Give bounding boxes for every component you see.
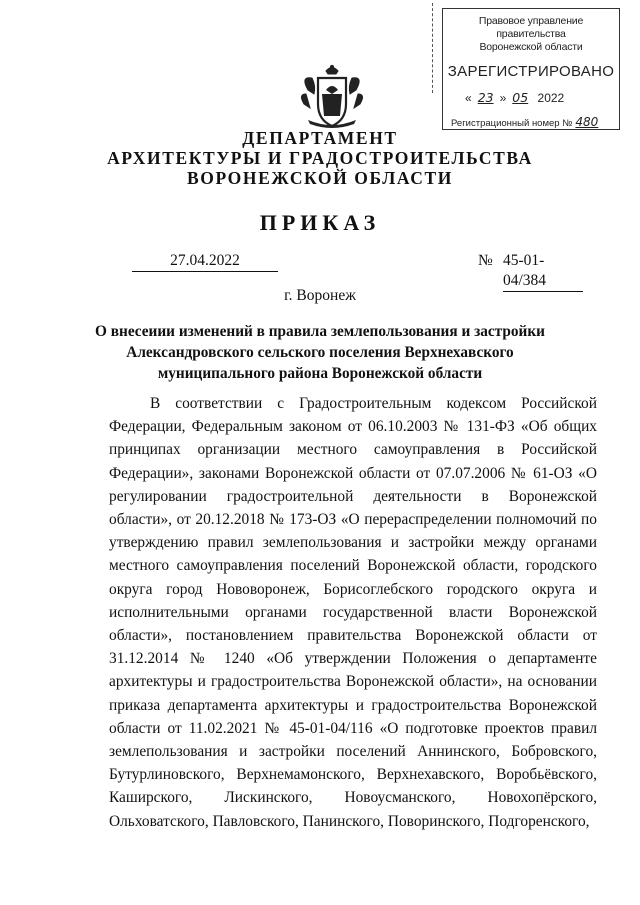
department-line2: АРХИТЕКТУРЫ И ГРАДОСТРОИТЕЛЬСТВА (107, 148, 533, 168)
order-date: 27.04.2022 (132, 251, 278, 272)
department-line1: ДЕПАРТАМЕНТ (242, 128, 398, 148)
stamp-date-month: 05 (512, 90, 529, 105)
stamp-date-close: » (499, 91, 507, 105)
department-line3: ВОРОНЕЖСКОЙ ОБЛАСТИ (186, 168, 453, 188)
city: г. Воронеж (284, 287, 356, 304)
stamp-number-value: 480 (575, 115, 599, 129)
coat-of-arms-emblem (296, 64, 368, 130)
stamp-number (443, 115, 619, 129)
stamp-registered-label: ЗАРЕГИСТРИРОВАНО (447, 63, 615, 80)
stamp-number-label: Регистрационный номер № (451, 118, 573, 129)
order-number: 45-01-04/384 (503, 251, 583, 292)
subject-line3: муниципального района Воронежской области (157, 365, 483, 382)
stamp-date-open: « (465, 91, 472, 105)
subject-line2: Александровского сельского поселения Верхнехавского (126, 344, 514, 361)
stamp-org-line1: Правовое управление правительства (478, 15, 584, 40)
stamp-date (443, 90, 619, 105)
body-paragraph: В соответствии с Градостроительным кодексом Российской Федерации, Федеральным законом от 06.10.2003 № 131-ФЗ «Об общих принципах организации местного самоуправления в Российской Федерации», законами Воронежской области от 07.07.2006 № 61-ОЗ «О регулировании градостроительной деятельности в Воронежской области», от 20.12.2018 № 173-ОЗ «О перераспределении полномочий по утверждению правил землепользования и застройки между органами местного самоуправления поселений Воронежской области, городского округа город Нововоронеж, Борисоглебского городского округа и исполнительными органами государственной власти Воронежской области», постановлением правительства Воронежской области от 31.12.2014 № 1240 «Об утверждении Положения о департаменте архитектуры и градостроительства Воронежской области», на основании приказа департамента архитектуры и градостроительства Воронежской области от 11.02.2021 № 45-01-04/116 «О подготовке проектов правил землепользования и застройки поселений Аннинского, Бобровского, Бутурлиновского, Верхнемамонского, Верхнехавского, Воробьёвского, Каширского, Лискинского, Новоусманского, Новохопёрского, Ольховатского, Павловского, Панинского, Поворинского, Подгоренского, (109, 395, 597, 830)
order-subject (0, 321, 640, 384)
order-number-sign: № (478, 252, 493, 269)
stamp-organization (443, 15, 619, 54)
document-title: ПРИКАЗ (259, 210, 381, 235)
registration-stamp (442, 8, 620, 130)
stamp-date-day: 23 (477, 90, 494, 105)
stamp-date-year: 2022 (537, 91, 565, 105)
subject-line1: О внесеиии изменений в правила землепользования и застройки (95, 323, 545, 340)
stamp-org-line2: Воронежской области (479, 41, 583, 53)
